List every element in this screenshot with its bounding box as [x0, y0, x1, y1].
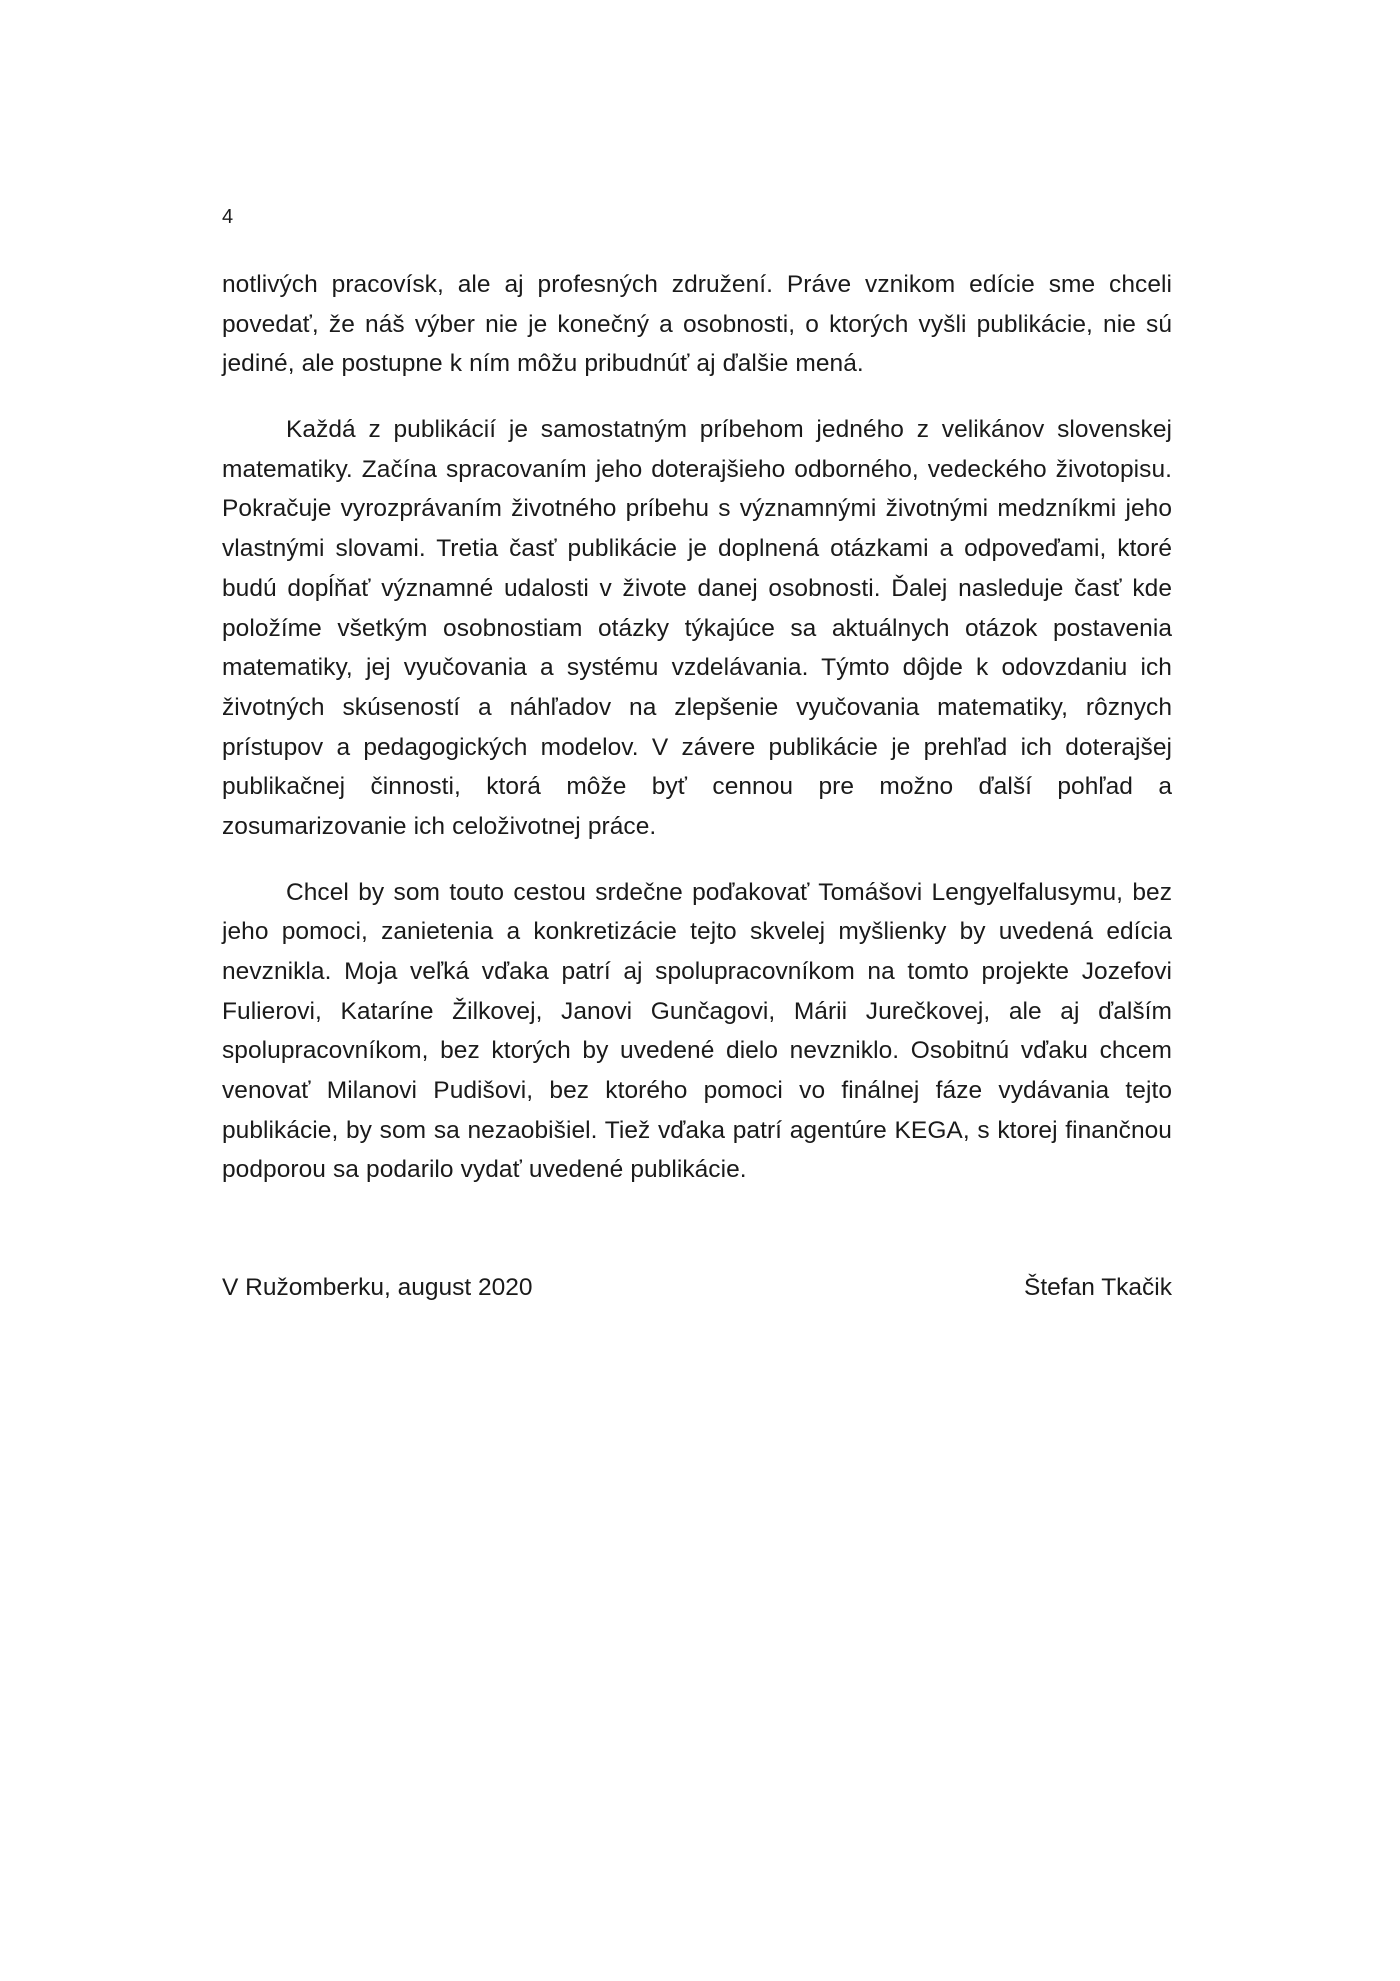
paragraph-continuation: notlivých pracovísk, ale aj profesných združení. Práve vznikom edície sme chceli povedať, že náš výber nie je konečný a osobnosti, o ktorých vyšli publikácie, nie sú jediné, ale postupne k ním môžu pribudnúť aj ďalšie mená.: [222, 271, 1172, 378]
signature-block: [222, 1268, 1172, 1308]
paragraph-publication-description: Každá z publikácií je samostatným príbehom jedného z velikánov slovenskej matematiky. Začína spracovaním jeho doterajšieho odborného, vedeckého životopisu. Pokračuje vyrozprávaním životného príbehu s významnými životnými medzníkmi jeho vlastnými slovami. Tretia časť publikácie je doplnená otázkami a odpoveďami, ktoré budú dopĺňať významné udalosti v živote danej osobnosti. Ďalej nasleduje časť kde položíme všetkým osobnostiam otázky týkajúce sa aktuálnych otázok postavenia matematiky, jej vyučovania a systému vzdelávania. Týmto dôjde k odovzdaniu ich životných skúseností a náhľadov na zlepšenie vyučovania matematiky, rôznych prístupov a pedagogických modelov. V závere publikácie je prehľad ich doterajšej publikačnej činnosti, ktorá môže byť cennou pre možno ďalší pohľad a zosumarizovanie ich celoživotnej práce.: [222, 416, 1172, 840]
signature-place-date: V Ružomberku, august 2020: [222, 1274, 533, 1302]
paragraph-acknowledgements: Chcel by som touto cestou srdečne poďakovať Tomášovi Lengyelfalusymu, bez jeho pomoci, zanietenia a konkretizácie tejto skvelej myšlienky by uvedená edícia nevznikla. Moja veľká vďaka patrí aj spolupracovníkom na tomto projekte Jozefovi Fulierovi, Kataríne Žilkovej, Janovi Gunčagovi, Márii Jurečkovej, ale aj ďalším spolupracovníkom, bez ktorých by uvedené dielo nevzniklo. Osobitnú vďaku chcem venovať Milanovi Pudišovi, bez ktorého pomoci vo finálnej fáze vydávania tejto publikácie, by som sa nezaobišiel. Tiež vďaka patrí agentúre KEGA, s ktorej finančnou podporou sa podarilo vydať uvedené publikácie.: [222, 878, 1172, 1184]
page-number: 4: [222, 206, 234, 228]
page-content: [222, 205, 1172, 1308]
signature-author: Štefan Tkačik: [1024, 1274, 1172, 1302]
